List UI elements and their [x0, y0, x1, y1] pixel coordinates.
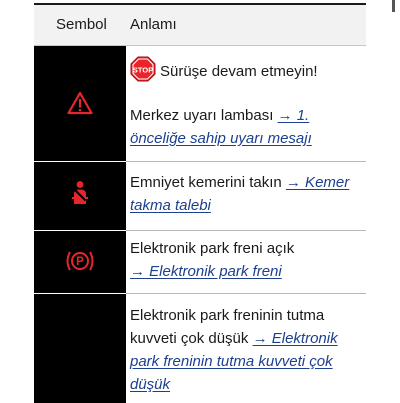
parking-brake-text: Elektronik park freni açık → Elektronik park freni	[130, 240, 295, 280]
symbol-cell	[34, 46, 126, 161]
svg-text:STOP: STOP	[132, 65, 154, 75]
link-priority-1-warning[interactable]: → 1. önceliğe sahip uyarı mesajı	[130, 107, 312, 147]
holding-force-text: Elektronik park freninin tutma kuvveti çok düşük → Elektronik park freninin tutma kuvveti çok düşük	[130, 307, 338, 393]
svg-text:P: P	[76, 256, 84, 269]
stop-line	[130, 56, 362, 83]
meaning-cell	[130, 231, 364, 293]
symbol-cell	[34, 231, 126, 293]
meaning-cell	[130, 46, 364, 161]
warning-triangle-icon	[67, 91, 93, 115]
scrollbar[interactable]	[392, 0, 395, 12]
table-row	[34, 46, 366, 161]
symbol-cell	[34, 294, 126, 403]
stop-text: Sürüşe devam etmeyin!	[160, 63, 318, 80]
seatbelt-text: Emniyet kemerini takın → Kemer takma talebi	[130, 174, 350, 214]
seatbelt-icon	[68, 180, 92, 206]
column-header-meaning: Anlamı	[130, 16, 177, 33]
link-seatbelt-request[interactable]: → Kemer takma talebi	[130, 174, 350, 214]
central-warning-text: Merkez uyarı lambası → 1. önceliğe sahip uyarı mesajı	[130, 107, 312, 147]
table-row	[34, 162, 366, 230]
table-row	[34, 231, 366, 293]
parking-brake-icon	[64, 248, 96, 274]
meaning-cell	[130, 294, 364, 403]
column-header-symbol: Sembol	[56, 16, 107, 33]
warning-symbols-table	[34, 3, 366, 403]
link-holding-force-too-low[interactable]: → Elektronik park freninin tutma kuvveti çok düşük	[130, 330, 338, 393]
stop-sign-icon	[130, 56, 156, 82]
meaning-cell	[130, 162, 364, 230]
table-row	[34, 294, 366, 403]
symbol-cell	[34, 162, 126, 230]
link-electronic-parking-brake[interactable]: → Elektronik park freni	[130, 263, 282, 280]
table-header	[34, 5, 366, 46]
